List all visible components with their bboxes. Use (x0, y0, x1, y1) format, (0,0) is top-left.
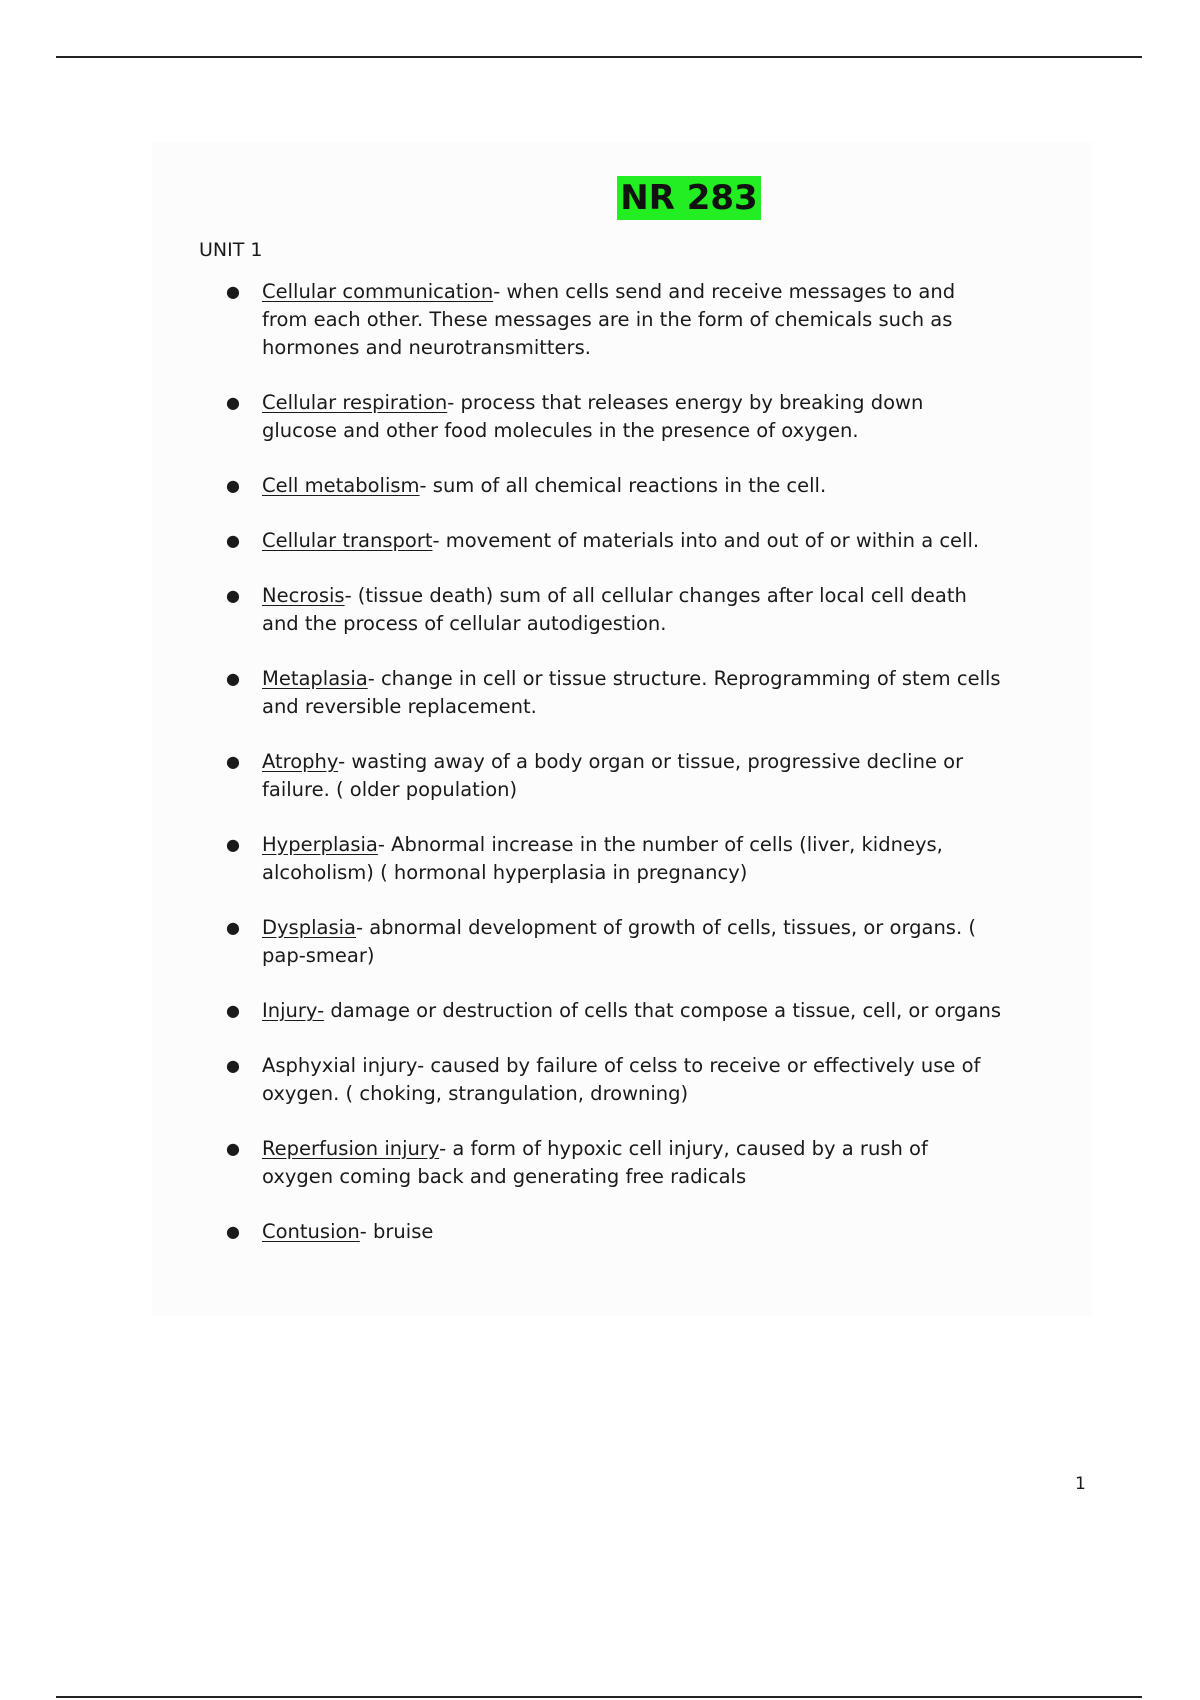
list-item (212, 527, 1002, 555)
unit-heading: UNIT 1 (199, 239, 263, 261)
term-word: Atrophy (262, 750, 339, 773)
term-word: Injury- (262, 999, 325, 1022)
page-content (152, 142, 1092, 1316)
list-item (212, 278, 1002, 362)
list-item (212, 1135, 1002, 1191)
term-definition: - sum of all chemical reactions in the cell. (419, 474, 827, 497)
bullet-icon: ● (226, 918, 240, 937)
bullet-icon: ● (226, 669, 240, 688)
term-definition: - wasting away of a body organ or tissue, progressive decline or failure. ( older population) (262, 750, 964, 801)
term-definition: - (tissue death) sum of all cellular changes after local cell death and the process of cellular autodigestion. (262, 584, 967, 635)
list-item (212, 748, 1002, 804)
bullet-icon: ● (226, 835, 240, 854)
term-word: Cellular transport (262, 529, 433, 552)
term-word: Contusion (262, 1220, 360, 1243)
bullet-icon: ● (226, 1222, 240, 1241)
title-wrap (152, 176, 1092, 220)
term-word: Asphyxial injury (262, 1054, 418, 1077)
page-number: 1 (1075, 1474, 1086, 1494)
list-item (212, 582, 1002, 638)
term-definition: - a form of hypoxic cell injury, caused by a rush of oxygen coming back and generating free radicals (262, 1137, 928, 1188)
term-word: Metaplasia (262, 667, 368, 690)
top-rule (56, 56, 1142, 58)
term-definition: damage or destruction of cells that compose a tissue, cell, or organs (324, 999, 1002, 1022)
term-definition: - caused by failure of celss to receive or effectively use of oxygen. ( choking, strangulation, drowning) (262, 1054, 981, 1105)
list-item (212, 389, 1002, 445)
bullet-icon: ● (226, 476, 240, 495)
term-word: Hyperplasia (262, 833, 378, 856)
bullet-icon: ● (226, 752, 240, 771)
list-item (212, 997, 1002, 1025)
bullet-icon: ● (226, 1056, 240, 1075)
document-title: NR 283 (617, 176, 760, 220)
term-word: Cellular respiration (262, 391, 448, 414)
term-definition: - movement of materials into and out of or within a cell. (432, 529, 980, 552)
list-item (212, 1052, 1002, 1108)
list-item (212, 1218, 1002, 1246)
bullet-icon: ● (226, 1139, 240, 1158)
term-word: Reperfusion injury (262, 1137, 440, 1160)
term-word: Cell metabolism (262, 474, 420, 497)
term-definition: - process that releases energy by breaking down glucose and other food molecules in the presence of oxygen. (262, 391, 924, 442)
bottom-rule (56, 1696, 1142, 1698)
bullet-icon: ● (226, 1001, 240, 1020)
list-item (212, 914, 1002, 970)
term-definition: - change in cell or tissue structure. Reprogramming of stem cells and reversible replacement. (262, 667, 1001, 718)
term-word: Dysplasia (262, 916, 356, 939)
term-definition: - bruise (359, 1220, 434, 1243)
term-word: Cellular communication (262, 280, 494, 303)
term-definition: - Abnormal increase in the number of cells (liver, kidneys, alcoholism) ( hormonal hyperplasia in pregnancy) (262, 833, 943, 884)
term-definition: - when cells send and receive messages to and from each other. These messages are in the form of chemicals such as hormones and neurotransmitters. (262, 280, 956, 359)
bullet-icon: ● (226, 282, 240, 301)
term-list (212, 278, 1002, 1273)
term-word: Necrosis (262, 584, 345, 607)
list-item (212, 831, 1002, 887)
list-item (212, 472, 1002, 500)
bullet-icon: ● (226, 393, 240, 412)
bullet-icon: ● (226, 531, 240, 550)
list-item (212, 665, 1002, 721)
term-definition: - abnormal development of growth of cells, tissues, or organs. ( pap-smear) (262, 916, 976, 967)
bullet-icon: ● (226, 586, 240, 605)
